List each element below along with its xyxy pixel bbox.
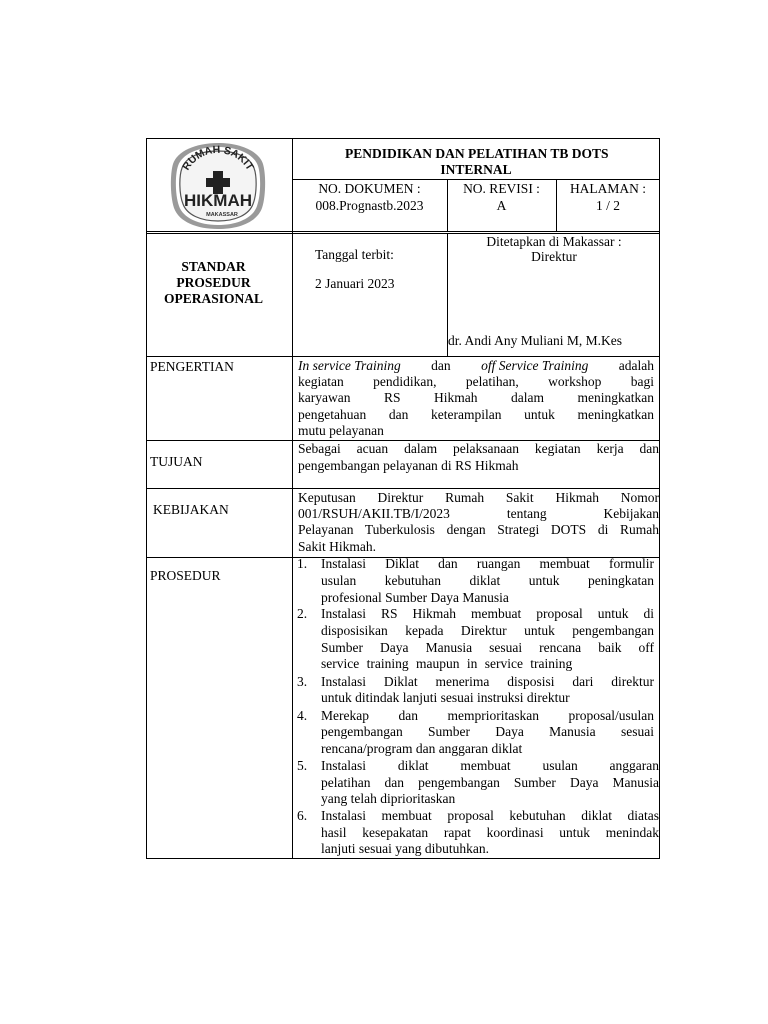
step-2-line-1: Instalasi RS Hikmah membuat proposal untuk di (321, 606, 654, 621)
sop-label-line-3: OPERASIONAL (163, 291, 263, 306)
signatory-name: dr. Andi Any Muliani M, M.Kes (448, 333, 623, 348)
verb: adalah (618, 358, 654, 373)
page-label: HALAMAN : (569, 181, 647, 196)
step-4-line-1: Merekap dan memprioritaskan proposal/usulan (321, 708, 654, 723)
step-6-number: 6. (297, 808, 308, 823)
table-border-left (146, 138, 147, 859)
sop-label-line-1: STANDAR (181, 259, 246, 274)
step-4-line-2: pengembangan Sumber Daya Manusia sesuai (321, 724, 654, 739)
set-at-line-2: Direktur (531, 249, 577, 264)
step-3-number: 3. (297, 674, 308, 689)
tujuan-line-1: Sebagai acuan dalam pelaksanaan kegiatan kerja dan (298, 441, 659, 456)
step-2-line-3: Sumber Daya Manusia sesuai rencana baik off (321, 640, 654, 655)
pengertian-label: PENGERTIAN (150, 359, 234, 374)
kebijakan-line-4: Sakit Hikmah. (298, 539, 376, 554)
step-2-line-2: disposisikan kepada Direktur untuk pengembangan (321, 623, 654, 638)
set-at-line-1: Ditetapkan di Makassar : (486, 234, 622, 249)
doc-number-label: NO. DOKUMEN : (318, 181, 421, 196)
table-border-bottom (146, 858, 660, 859)
title-divider (292, 179, 660, 180)
table-border-top (146, 138, 660, 139)
step-3-line-2: untuk ditindak lanjuti sesuai instruksi direktur (321, 690, 570, 705)
step-4-line-3: rencana/program dan anggaran diklat (321, 741, 523, 756)
kebijakan-line-2: 001/RSUH/AKII.TB/I/2023 tentang Kebijakan (298, 506, 659, 521)
step-6-line-2: hasil kesepakatan rapat koordinasi untuk menindak (321, 825, 659, 840)
sop-document (146, 138, 660, 859)
step-1-line-1: Instalasi Diklat dan ruangan membuat formulir (321, 556, 654, 571)
row-divider-pengertian (146, 356, 660, 357)
step-6-line-3: lanjuti sesuai yang dibutuhkan. (321, 841, 489, 856)
step-5-line-2: pelatihan dan pengembangan Sumber Daya Manusia (321, 775, 659, 790)
tujuan-line-2: pengembangan pelayanan di RS Hikmah (298, 458, 519, 473)
step-5-line-3: yang telah diprioritaskan (321, 791, 456, 806)
kebijakan-label: KEBIJAKAN (153, 502, 229, 517)
step-2-number: 2. (297, 606, 308, 621)
doc-number-value: 008.Prognastb.2023 (315, 198, 424, 213)
row-divider-kebijakan (146, 488, 660, 489)
title-line-1: PENDIDIKAN DAN PELATIHAN TB DOTS (345, 146, 609, 161)
logo-name: HIKMAH (184, 191, 252, 210)
term-off-service: off Service Training (481, 358, 589, 373)
term-in-service: In service Training (298, 358, 401, 373)
logo-city: MAKASSAR (206, 212, 238, 218)
issue-date-label: Tanggal terbit: (315, 247, 394, 262)
step-5-number: 5. (297, 758, 308, 773)
logo-arc-text: RUMAH SAKIT (180, 143, 256, 173)
step-2-line-4: service training maupun in service training (321, 656, 573, 671)
step-1-line-2: usulan kebutuhan diklat untuk peningkatan (321, 573, 654, 588)
step-1-line-3: profesional Sumber Daya Manusia (321, 590, 509, 605)
step-6-line-1: Instalasi membuat proposal kebutuhan diklat diatas (321, 808, 659, 823)
sop-label-line-2: PROSEDUR (176, 275, 251, 290)
tujuan-label: TUJUAN (150, 454, 203, 469)
pengertian-line-5: mutu pelayanan (298, 423, 384, 438)
kebijakan-line-1: Keputusan Direktur Rumah Sakit Hikmah Nomor (298, 490, 659, 505)
step-5-line-1: Instalasi diklat membuat usulan anggaran (321, 758, 659, 773)
pengertian-line-1 (298, 358, 654, 375)
column-divider (292, 138, 293, 859)
title-line-2: INTERNAL (440, 162, 512, 177)
step-4-number: 4. (297, 708, 308, 723)
pengertian-line-2: kegiatan pendidikan, pelatihan, workshop bagi (298, 374, 654, 389)
step-1-number: 1. (297, 556, 308, 571)
pengertian-line-3: karyawan RS Hikmah dalam meningkatkan (298, 390, 654, 405)
revision-value: A (496, 198, 507, 213)
kebijakan-line-3: Pelayanan Tuberkulosis dengan Strategi DOTS di Rumah (298, 522, 659, 537)
hospital-logo (168, 140, 268, 232)
prosedur-label: PROSEDUR (150, 568, 221, 583)
step-3-line-1: Instalasi Diklat menerima disposisi dari direktur (321, 674, 654, 689)
pengertian-line-4: pengetahuan dan keterampilan untuk meningkatkan (298, 407, 654, 422)
page-value: 1 / 2 (595, 198, 620, 213)
issue-date: 2 Januari 2023 (315, 276, 395, 291)
revision-label: NO. REVISI : (463, 181, 540, 196)
conjunction: dan (431, 358, 451, 373)
